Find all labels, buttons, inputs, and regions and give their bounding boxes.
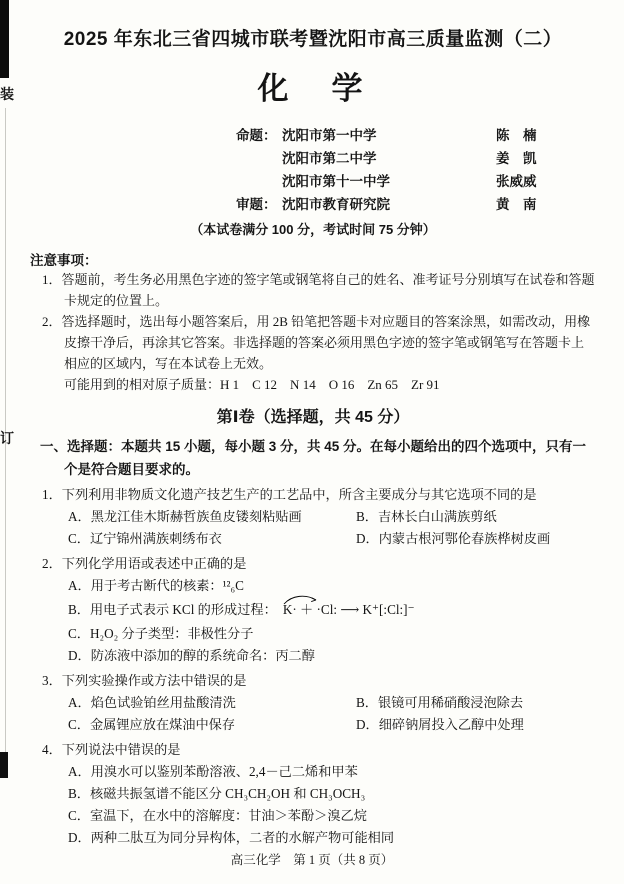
question-stem: 4．下列说法中错误的是 — [42, 742, 181, 757]
credit-role: 审题： — [236, 197, 277, 212]
atomic-mass-line: 可能用到的相对原子质量：H 1 C 12 N 14 O 16 Zn 65 Zr 91 — [64, 377, 440, 392]
credit-name: 陈 楠 — [496, 128, 537, 143]
credit-name: 张威威 — [496, 174, 537, 189]
exam-title: 2025 年东北三省四城市联考暨沈阳市高三质量监测（二） — [63, 29, 563, 50]
binding-mark-zhuang: 装 — [0, 88, 14, 103]
credit-role — [236, 147, 282, 170]
credit-role — [236, 170, 282, 193]
credit-org: 沈阳市教育研究院 — [282, 197, 390, 212]
subject-title: 化 学 — [257, 71, 369, 106]
option-c: C．辽宁锦州满族刺绣布衣 — [68, 531, 222, 546]
page-footer: 高三化学 第 1 页（共 8 页） — [230, 853, 394, 867]
credit-role: 命题： — [236, 128, 277, 143]
option-row — [68, 692, 596, 714]
exam-meta: （本试卷满分 100 分，考试时间 75 分钟） — [190, 222, 436, 237]
option-row — [68, 714, 596, 736]
option-row — [68, 528, 596, 550]
page-content — [30, 0, 596, 849]
section-title: 第Ⅰ卷（选择题，共 45 分） — [216, 409, 410, 426]
option-a: A．黑龙江佳木斯赫哲族鱼皮镂刻粘贴画 — [68, 509, 302, 524]
option-c: C．室温下，在水中的溶解度：甘油＞苯酚＞溴乙烷 — [68, 808, 367, 823]
option-d: D．内蒙古根河鄂伦春族桦树皮画 — [356, 531, 551, 546]
question-2 — [30, 553, 596, 667]
question-stem: 1．下列利用非物质文化遗产技艺生产的工艺品中，所含主要成分与其它选项不同的是 — [42, 487, 537, 502]
option-b: B．核磁共振氢谱不能区分 CH₃CH₂OH 和 CH₃OCH₃ — [68, 786, 366, 801]
credits-block — [236, 124, 556, 216]
credit-org: 沈阳市第十一中学 — [282, 174, 390, 189]
notice-item-1: 1．答题前，考生务必用黑色字迹的签字笔或钢笔将自己的姓名、准考证号分别填写在试卷和答题卡规定的位置上。 — [42, 272, 595, 308]
question-4 — [30, 739, 596, 849]
electron-dot-formula — [283, 602, 415, 617]
question-1 — [30, 484, 596, 550]
credit-org: 沈阳市第二中学 — [282, 151, 377, 166]
binding-mark-ding: 订 — [0, 432, 14, 447]
formula-text: K· ＋ ·Cl: ⟶ K⁺[:Cl:]⁻ — [282, 602, 415, 617]
curved-arrow-icon — [281, 594, 323, 605]
notice-title: 注意事项： — [30, 253, 98, 268]
option-a: A．用于考古断代的核素：¹²₆C — [68, 578, 244, 593]
credit-org: 沈阳市第一中学 — [282, 128, 377, 143]
notice-item-2: 2．答选择题时，选出每小题答案后，用 2B 铅笔把答题卡对应题目的答案涂黑，如需改动，用橡皮擦干净后，再涂其它答案。非选择题的答案必须用黑色字迹的签字笔或钢笔写在答题卡上相应的区域内，写在本试卷上无效。 — [42, 314, 591, 371]
scan-blob-artifact — [0, 752, 8, 778]
credit-row — [236, 147, 556, 170]
option-a: A．焰色试验铂丝用盐酸清洗 — [68, 695, 236, 710]
option-row — [68, 506, 596, 528]
credit-name: 黄 南 — [496, 197, 537, 212]
question-stem: 2．下列化学用语或表述中正确的是 — [42, 556, 247, 571]
question-list — [30, 484, 596, 849]
option-b — [68, 597, 596, 623]
question-stem: 3．下列实验操作或方法中错误的是 — [42, 673, 247, 688]
question-3 — [30, 670, 596, 736]
scan-edge-artifact — [0, 0, 9, 78]
credit-name: 姜 凯 — [496, 151, 537, 166]
option-b: B．吉林长白山满族剪纸 — [356, 509, 497, 524]
credit-row — [236, 193, 556, 216]
option-b: B．银镜可用稀硝酸浸泡除去 — [356, 695, 524, 710]
option-c: C．金属锂应放在煤油中保存 — [68, 717, 236, 732]
option-d: D．防冻液中添加的醇的系统命名：丙二醇 — [68, 648, 315, 663]
option-label: B．用电子式表示 KCl 的形成过程： — [68, 602, 277, 617]
credit-row — [236, 124, 556, 147]
option-a: A．用溴水可以鉴别苯酚溶液、2,4－己二烯和甲苯 — [68, 764, 358, 779]
option-d: D．细碎钠屑投入乙醇中处理 — [356, 717, 524, 732]
option-d: D．两种二肽互为同分异构体，二者的水解产物可能相同 — [68, 830, 395, 845]
section-instruction: 一、选择题：本题共 15 小题，每小题 3 分，共 45 分。在每小题给出的四个选项中，只有一个是符合题目要求的。 — [40, 439, 587, 477]
option-c: C．H₂O₂ 分子类型：非极性分子 — [68, 626, 254, 641]
credit-row — [236, 170, 556, 193]
